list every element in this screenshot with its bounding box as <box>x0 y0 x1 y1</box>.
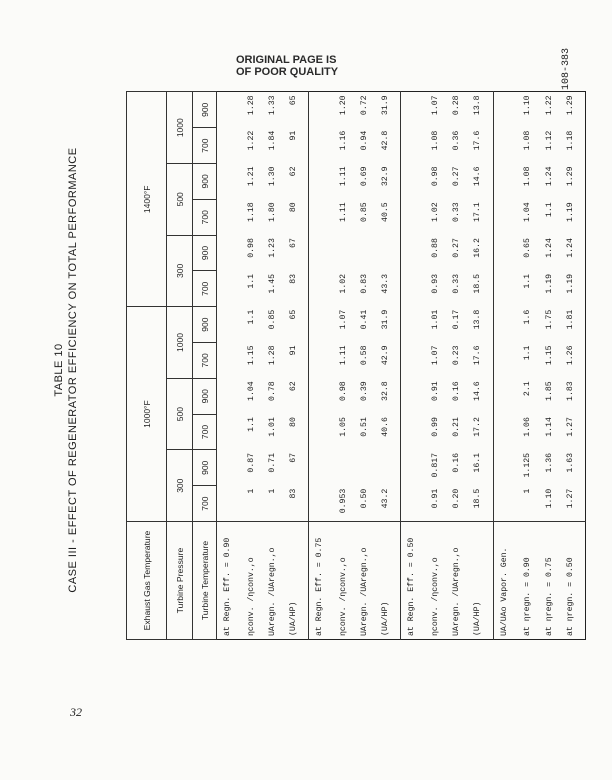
table-cell <box>379 450 401 486</box>
table-cell: 1.23 <box>267 238 277 258</box>
table-cell: 1.45 <box>267 273 277 294</box>
table-cell: 1.1 <box>544 202 554 218</box>
table-cell: 32.9 <box>379 164 401 200</box>
table-cell: 0.27 <box>452 166 462 187</box>
pressure-4: 300 <box>167 235 193 307</box>
section-title: UA/UAo Vapor. Gen. <box>493 522 521 640</box>
table-cell: 65 <box>287 307 309 343</box>
table-cell: 1.63 <box>565 452 575 473</box>
table-cell: 1.85 <box>544 381 554 401</box>
table-cell: 1.125 <box>523 452 533 478</box>
table-cell: 0.78 <box>267 381 277 401</box>
table-cell: 1.24 <box>544 238 554 258</box>
row-label: at ηregn. = 0.90 <box>521 522 542 640</box>
table-cell: 0.23 <box>452 345 462 366</box>
table-cell: 80 <box>287 199 309 235</box>
table-cell: 0.98 <box>339 381 349 401</box>
table-cell: 17.6 <box>471 343 493 379</box>
table-cell: 1.08 <box>523 130 533 151</box>
table-cell: 1.1 <box>523 273 533 289</box>
table-cell <box>379 235 401 271</box>
table-cell: 1.1 <box>523 345 533 361</box>
rotated-table <box>126 92 586 640</box>
table-cell: 1.01 <box>267 417 277 437</box>
table-cell <box>337 235 358 271</box>
table-cell: 16.1 <box>471 450 493 486</box>
temperature-col: 700 <box>193 343 217 379</box>
table-row <box>429 92 450 640</box>
table-cell: 1.11 <box>339 345 349 366</box>
table-cell: 0.33 <box>452 273 462 294</box>
section-title: at Regn. Eff. = 0.75 <box>309 522 337 640</box>
table-cell: 1 <box>246 488 256 494</box>
table-cell: 83 <box>287 271 309 307</box>
section-title: at Regn. Eff. = 0.90 <box>217 522 245 640</box>
table-cell: 0.33 <box>452 202 462 222</box>
table-cell: 0.91 <box>431 381 441 401</box>
table-cell: 91 <box>287 128 309 164</box>
table-cell: 17.1 <box>471 199 493 235</box>
stamp-line-1: ORIGINAL PAGE IS <box>236 54 337 66</box>
table-cell: 0.94 <box>360 130 370 151</box>
table-cell: 43.3 <box>379 271 401 307</box>
table-cell: 1.11 <box>339 166 349 187</box>
table-cell: 1.29 <box>565 166 575 187</box>
row-label: at ηregn. = 0.50 <box>564 522 586 640</box>
table-row <box>543 92 564 640</box>
table-row <box>450 92 471 640</box>
row-label: (UA/HP) <box>471 522 493 640</box>
table-cell: 0.85 <box>267 309 277 330</box>
table-row <box>564 92 586 640</box>
table-cell: 0.39 <box>360 381 370 401</box>
row-label: UAregn. /UAregn.,o <box>450 522 471 640</box>
table-cell: 1.1 <box>246 273 256 289</box>
table-cell: 31.9 <box>379 307 401 343</box>
table-cell: 1.84 <box>267 130 277 151</box>
table-cell: 1.04 <box>246 381 256 401</box>
table-number: TABLE 10 <box>53 343 65 397</box>
table-cell: 1.14 <box>544 417 554 437</box>
section-title-row <box>217 92 245 640</box>
table-cell: 1.12 <box>544 130 554 151</box>
table-cell: 0.88 <box>431 238 441 258</box>
table-cell: 1.18 <box>565 130 575 151</box>
table-cell: 1.21 <box>246 166 256 187</box>
table-cell: 16.2 <box>471 235 493 271</box>
table-cell: 0.50 <box>360 488 370 509</box>
table-cell: 1.24 <box>544 166 554 187</box>
temperature-col: 900 <box>193 92 217 128</box>
table-row <box>245 92 266 640</box>
section-title-spacer <box>401 92 429 522</box>
table-cell: 40.5 <box>379 199 401 235</box>
table-cell: 1.1 <box>246 417 256 432</box>
table-cell: 18.5 <box>471 486 493 522</box>
table-cell: 0.83 <box>360 273 370 294</box>
table-cell: 0.91 <box>431 488 441 509</box>
table-cell: 0.16 <box>452 452 462 473</box>
table-cell: 1.24 <box>565 238 575 258</box>
row-label: (UA/HP) <box>287 522 309 640</box>
table-cell: 0.98 <box>246 238 256 258</box>
table-cell: 0.36 <box>452 130 462 151</box>
table-cell: 1.28 <box>246 95 256 116</box>
exhaust-group-2: 1400°F <box>127 92 167 307</box>
temperature-col: 900 <box>193 450 217 486</box>
table-cell: 1.10 <box>544 488 554 509</box>
table-cell: 0.27 <box>452 238 462 258</box>
table-cell: 13.8 <box>471 307 493 343</box>
table-cell: 1.1 <box>246 309 256 325</box>
table-cell: 1.10 <box>523 95 533 116</box>
table-cell: 1.27 <box>565 417 575 437</box>
table-cell: 1.06 <box>523 417 533 437</box>
table-cell: 1.33 <box>267 95 277 116</box>
table-cell: 1.19 <box>565 273 575 294</box>
temperature-col: 700 <box>193 128 217 164</box>
table-title <box>52 110 92 630</box>
table-row <box>379 92 401 640</box>
table-cell: 1.29 <box>565 95 575 116</box>
header-pressure: Turbine Pressure <box>167 522 193 640</box>
table-cell: 0.65 <box>523 238 533 258</box>
table-cell: 1.27 <box>565 488 575 509</box>
table-cell: 0.58 <box>360 345 370 366</box>
table-cell: 1.19 <box>565 202 575 222</box>
pressure-3: 1000 <box>167 307 193 379</box>
table-cell: 1.15 <box>544 345 554 366</box>
table-cell: 0.98 <box>431 166 441 187</box>
table-cell: 1.04 <box>523 202 533 222</box>
table-cell: 1.20 <box>339 95 349 116</box>
section-title-spacer <box>309 92 337 522</box>
table-cell: 0.51 <box>360 417 370 437</box>
table-cell <box>337 450 358 486</box>
row-label: UAregn. /UAregn.,o <box>358 522 379 640</box>
temperature-col: 700 <box>193 199 217 235</box>
temperature-col: 900 <box>193 235 217 271</box>
table-cell: 0.17 <box>452 309 462 330</box>
row-label: UAregn. /UAregn.,o <box>266 522 287 640</box>
table-cell: 1.11 <box>339 202 349 222</box>
table-cell: 1.07 <box>431 345 441 366</box>
table-row <box>266 92 287 640</box>
table-cell: 0.71 <box>267 452 277 473</box>
section-title-row <box>493 92 521 640</box>
document-code: 108-383 <box>561 47 572 90</box>
table-row <box>287 92 309 640</box>
table-cell: 0.99 <box>431 417 441 437</box>
quality-stamp <box>236 54 376 78</box>
row-label: ηconv. /ηconv.,o <box>429 522 450 640</box>
table-cell: 0.69 <box>360 166 370 187</box>
header-temperature: Turbine Temperature <box>193 522 217 640</box>
table-cell: 0.953 <box>339 488 349 514</box>
table-cell: 1.83 <box>565 381 575 401</box>
table-cell: 31.9 <box>379 92 401 128</box>
table-cell: 0.87 <box>246 452 256 473</box>
table-cell: 1.19 <box>544 273 554 294</box>
table-cell: 0.28 <box>452 95 462 116</box>
temperature-col: 900 <box>193 378 217 414</box>
temperature-col: 900 <box>193 307 217 343</box>
table-cell: 83 <box>287 486 309 522</box>
table-cell: 1.08 <box>523 166 533 187</box>
table-cell: 1.6 <box>523 309 533 325</box>
section-title: at Regn. Eff. = 0.50 <box>401 522 429 640</box>
table-row <box>337 92 358 640</box>
section-title-row <box>309 92 337 640</box>
table-cell: 2.1 <box>523 381 533 397</box>
table-cell: 1.26 <box>565 345 575 366</box>
table-cell: 80 <box>287 414 309 450</box>
table-cell: 62 <box>287 378 309 414</box>
table-cell: 1.36 <box>544 452 554 473</box>
row-label: ηconv. /ηconv.,o <box>337 522 358 640</box>
header-exhaust: Exhaust Gas Temperature <box>127 522 167 640</box>
temperature-col: 700 <box>193 414 217 450</box>
table-row <box>358 92 379 640</box>
table-cell: 0.93 <box>431 273 441 294</box>
section-title-spacer <box>493 92 521 522</box>
temperature-col: 900 <box>193 164 217 200</box>
table-cell: 0.20 <box>452 488 462 509</box>
row-label: at ηregn. = 0.75 <box>543 522 564 640</box>
table-cell: 0.72 <box>360 95 370 116</box>
table-cell: 65 <box>287 92 309 128</box>
table-cell: 17.2 <box>471 414 493 450</box>
table-cell: 1.02 <box>339 273 349 294</box>
pressure-1: 300 <box>167 450 193 522</box>
table-cell: 1.18 <box>246 202 256 222</box>
table-cell: 0.16 <box>452 381 462 401</box>
table-row <box>521 92 542 640</box>
table-cell: 32.8 <box>379 378 401 414</box>
table-cell: 1.22 <box>544 95 554 116</box>
table-cell: 42.8 <box>379 128 401 164</box>
table-cell: 18.5 <box>471 271 493 307</box>
table-cell: 1.81 <box>565 309 575 330</box>
table-cell: 43.2 <box>379 486 401 522</box>
table-cell: 0.817 <box>431 452 441 478</box>
table-cell: 1.75 <box>544 309 554 330</box>
row-label: (UA/HP) <box>379 522 401 640</box>
table-cell: 67 <box>287 450 309 486</box>
table-cell: 14.6 <box>471 164 493 200</box>
table-cell: 13.8 <box>471 92 493 128</box>
table-cell: 42.9 <box>379 343 401 379</box>
temperature-col: 700 <box>193 486 217 522</box>
table-cell: 1 <box>523 488 533 494</box>
table-cell: 1.01 <box>431 309 441 330</box>
table-caption: CASE III - EFFECT OF REGENERATOR EFFICIENCY ON TOTAL PERFORMANCE <box>67 147 79 593</box>
table-cell <box>358 235 379 271</box>
table-cell: 1 <box>267 488 277 494</box>
exhaust-group-1: 1000°F <box>127 307 167 522</box>
table-cell: 67 <box>287 235 309 271</box>
performance-table <box>126 91 586 640</box>
pressure-5: 500 <box>167 164 193 236</box>
table-cell: 1.07 <box>339 309 349 330</box>
pressure-6: 1000 <box>167 92 193 164</box>
table-cell: 17.6 <box>471 128 493 164</box>
page-number: 32 <box>70 705 82 719</box>
table-cell: 1.80 <box>267 202 277 222</box>
table-cell: 1.05 <box>339 417 349 437</box>
table-cell: 1.07 <box>431 95 441 116</box>
table-cell: 1.08 <box>431 130 441 151</box>
stamp-line-2: OF POOR QUALITY <box>236 66 339 78</box>
section-title-spacer <box>217 92 245 522</box>
table-cell: 1.28 <box>267 345 277 366</box>
row-label: ηconv. /ηconv.,o <box>245 522 266 640</box>
table-body <box>217 92 586 640</box>
table-cell: 62 <box>287 164 309 200</box>
table-cell: 1.22 <box>246 130 256 151</box>
table-cell <box>358 450 379 486</box>
rotated-table-region <box>126 92 586 640</box>
table-cell: 1.02 <box>431 202 441 222</box>
table-cell: 1.16 <box>339 130 349 151</box>
table-cell: 0.41 <box>360 309 370 330</box>
table-cell: 1.15 <box>246 345 256 366</box>
section-title-row <box>401 92 429 640</box>
table-row <box>471 92 493 640</box>
table-cell: 0.85 <box>360 202 370 222</box>
temperature-col: 700 <box>193 271 217 307</box>
table-cell: 1.30 <box>267 166 277 187</box>
table-cell: 91 <box>287 343 309 379</box>
table-cell: 0.21 <box>452 417 462 437</box>
table-cell: 14.6 <box>471 378 493 414</box>
pressure-2: 500 <box>167 378 193 450</box>
table-cell: 40.6 <box>379 414 401 450</box>
